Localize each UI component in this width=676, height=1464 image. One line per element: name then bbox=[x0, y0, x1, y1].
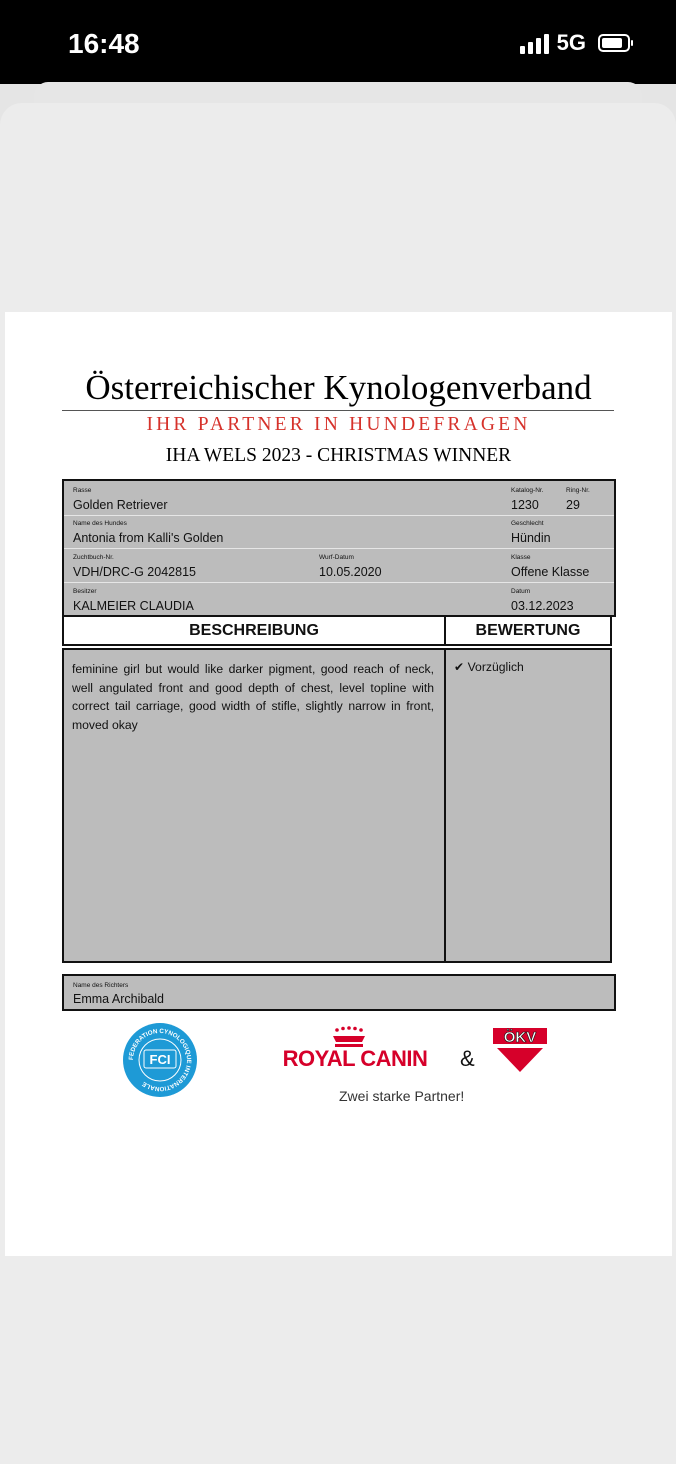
section-headers bbox=[62, 615, 612, 646]
breed-value: Golden Retriever bbox=[73, 498, 168, 512]
org-title: Österreichischer Kynologenverband bbox=[85, 368, 592, 407]
class-label: Klasse bbox=[511, 554, 531, 561]
okv-logo bbox=[491, 1026, 549, 1074]
rating-header: BEWERTUNG bbox=[444, 615, 612, 646]
info-row-studbook bbox=[64, 548, 614, 583]
partner-tagline: Zwei starke Partner! bbox=[339, 1088, 465, 1104]
royal-canin-text: ROYAL CANIN bbox=[282, 1046, 428, 1071]
catalog-label: Katalog-Nr. bbox=[511, 487, 544, 494]
owner-value: KALMEIER CLAUDIA bbox=[73, 599, 194, 613]
sex-label: Geschlecht bbox=[511, 520, 544, 527]
breed-label: Rasse bbox=[73, 487, 92, 494]
judge-box bbox=[62, 974, 616, 1011]
fci-logo bbox=[122, 1022, 198, 1098]
date-label: Datum bbox=[511, 588, 531, 595]
crown-icon bbox=[333, 1026, 365, 1047]
info-row-breed bbox=[64, 481, 614, 516]
event-title: IHA WELS 2023 - CHRISTMAS WINNER bbox=[165, 445, 512, 466]
network-type: 5G bbox=[556, 30, 586, 55]
status-indicators bbox=[520, 30, 630, 56]
battery-icon bbox=[598, 34, 630, 52]
sex-value: Hündin bbox=[511, 531, 551, 545]
rating-value: ✔ Vorzüglich bbox=[454, 660, 524, 674]
date-value: 03.12.2023 bbox=[511, 599, 574, 613]
fci-text: FCI bbox=[149, 1052, 171, 1067]
rating-box bbox=[444, 648, 612, 963]
info-row-owner bbox=[64, 582, 614, 615]
studbook-value: VDH/DRC-G 2042815 bbox=[73, 565, 196, 579]
studbook-label: Zuchtbuch-Nr. bbox=[73, 554, 114, 561]
ring-value: 29 bbox=[566, 498, 580, 512]
dog-info-box bbox=[62, 479, 616, 617]
document-page bbox=[5, 312, 672, 1256]
status-bar bbox=[0, 0, 676, 84]
description-text: feminine girl but would like darker pigment, good reach of neck, well angulated front and good depth of chest, level topline with correct tail carriage, good width of stifle, slightly narrow in front, moved okay bbox=[72, 662, 434, 732]
class-value: Offene Klasse bbox=[511, 565, 590, 579]
catalog-value: 1230 bbox=[511, 498, 539, 512]
birth-date-label: Wurf-Datum bbox=[319, 554, 354, 561]
judge-name: Emma Archibald bbox=[73, 992, 165, 1006]
dog-name-value: Antonia from Kalli's Golden bbox=[73, 531, 224, 545]
description-header: BESCHREIBUNG bbox=[62, 615, 446, 646]
royal-canin-logo bbox=[265, 1024, 445, 1074]
signal-icon bbox=[520, 32, 549, 54]
status-time: 16:48 bbox=[68, 28, 140, 59]
org-subtitle: IHR PARTNER IN HUNDEFRAGEN bbox=[146, 414, 531, 435]
description-box bbox=[62, 648, 446, 963]
owner-label: Besitzer bbox=[73, 588, 97, 595]
judge-label: Name des Richters bbox=[73, 982, 129, 989]
ring-label: Ring-Nr. bbox=[566, 487, 590, 494]
okv-text: ÖKV bbox=[503, 1029, 537, 1046]
ampersand: & bbox=[460, 1046, 475, 1071]
info-row-dog-name bbox=[64, 515, 614, 549]
fci-ring-text: FEDERATION CYNOLOGIQUE INTERNATIONALE bbox=[127, 1027, 193, 1093]
birth-date-value: 10.05.2020 bbox=[319, 565, 382, 579]
dog-name-label: Name des Hundes bbox=[73, 520, 127, 527]
title-divider bbox=[62, 410, 614, 411]
